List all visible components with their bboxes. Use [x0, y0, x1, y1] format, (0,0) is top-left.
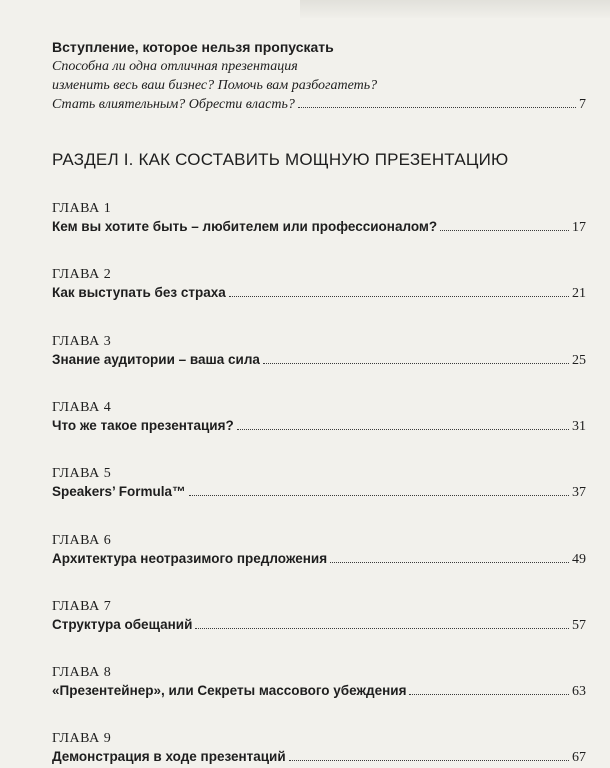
chapter-entry-7[interactable] — [52, 598, 586, 635]
chapter-entry-2[interactable] — [52, 266, 586, 303]
chapter-title: «Презентейнер», или Секреты массового убеждения — [52, 683, 407, 698]
chapter-page-number: 25 — [572, 353, 586, 368]
dot-leader — [440, 230, 569, 231]
chapter-page-number: 57 — [572, 618, 586, 633]
chapter-title: Структура обещаний — [52, 617, 193, 632]
chapter-page-number: 67 — [572, 750, 586, 765]
chapter-label: ГЛАВА 6 — [52, 533, 112, 548]
chapter-title: Демонстрация в ходе презентаций — [52, 749, 286, 764]
chapter-title: Speakers’ Formula™ — [52, 484, 186, 499]
chapter-title-row — [52, 351, 586, 370]
intro-subtitle-line-3 — [52, 95, 586, 114]
chapter-title-row — [52, 483, 586, 502]
chapter-page-number: 17 — [572, 220, 586, 235]
chapter-label: ГЛАВА 3 — [52, 334, 112, 349]
dot-leader — [409, 694, 569, 695]
chapter-label: ГЛАВА 9 — [52, 731, 112, 746]
dot-leader — [298, 107, 576, 108]
intro-entry[interactable] — [52, 38, 586, 114]
chapter-title-row — [52, 417, 586, 436]
dot-leader — [289, 760, 569, 761]
dot-leader — [189, 495, 569, 496]
chapter-page-number: 37 — [572, 485, 586, 500]
chapter-title: Знание аудитории – ваша сила — [52, 352, 260, 367]
chapter-label: ГЛАВА 5 — [52, 466, 112, 481]
section-heading: РАЗДЕЛ I. КАК СОСТАВИТЬ МОЩНУЮ ПРЕЗЕНТАЦИЮ — [52, 150, 509, 169]
chapter-page-number: 63 — [572, 684, 586, 699]
dot-leader — [330, 562, 569, 563]
dot-leader — [229, 296, 569, 297]
dot-leader — [263, 363, 569, 364]
chapter-entry-8[interactable] — [52, 664, 586, 701]
intro-subtitle-line-1: Способна ли одна отличная презентация — [52, 59, 298, 74]
chapter-entry-1[interactable] — [52, 200, 586, 237]
chapter-title: Что же такое презентация? — [52, 418, 234, 433]
chapter-label: ГЛАВА 7 — [52, 599, 112, 614]
chapter-label: ГЛАВА 8 — [52, 665, 112, 680]
chapter-page-number: 49 — [572, 552, 586, 567]
chapter-title: Кем вы хотите быть – любителем или профессионалом? — [52, 219, 438, 234]
chapter-label: ГЛАВА 2 — [52, 267, 112, 282]
intro-page-number: 7 — [579, 97, 586, 112]
chapter-entry-4[interactable] — [52, 399, 586, 436]
chapter-label: ГЛАВА 4 — [52, 400, 112, 415]
intro-last-line: Стать влиятельным? Обрести власть? — [52, 97, 295, 112]
chapter-entry-9[interactable] — [52, 730, 586, 767]
toc-page — [52, 0, 586, 768]
chapter-title-row — [52, 616, 586, 635]
dot-leader — [195, 628, 569, 629]
chapter-entry-3[interactable] — [52, 333, 586, 370]
chapter-title-row — [52, 550, 586, 569]
chapter-title: Архитектура неотразимого предложения — [52, 551, 328, 566]
chapter-page-number: 31 — [572, 419, 586, 434]
chapter-title-row — [52, 218, 586, 237]
dot-leader — [237, 429, 569, 430]
chapter-page-number: 21 — [572, 286, 586, 301]
chapter-entry-5[interactable] — [52, 465, 586, 502]
chapter-title-row — [52, 748, 586, 767]
intro-subtitle-line-2: изменить весь ваш бизнес? Помочь вам разбогатеть? — [52, 78, 378, 93]
chapter-title-row — [52, 284, 586, 303]
chapter-title-row — [52, 682, 586, 701]
chapter-entry-6[interactable] — [52, 532, 586, 569]
chapter-label: ГЛАВА 1 — [52, 201, 112, 216]
intro-title: Вступление, которое нельзя пропускать — [52, 39, 334, 55]
chapter-title: Как выступать без страха — [52, 285, 226, 300]
